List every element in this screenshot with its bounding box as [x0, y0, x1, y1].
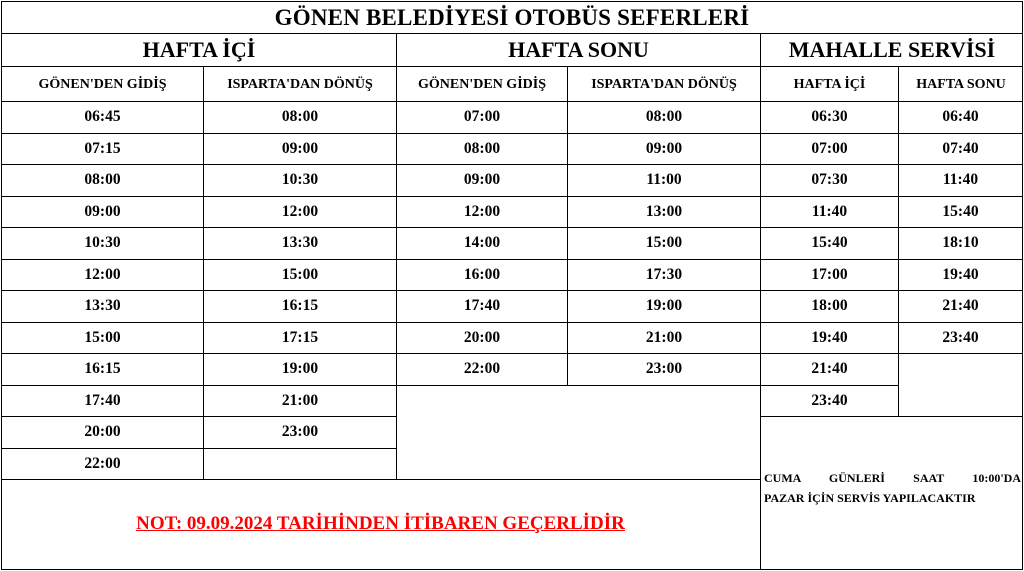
time-cell-weekend-departure: 09:00 [463, 171, 501, 188]
time-cell-weekend-return: 09:00 [645, 140, 683, 157]
divider [760, 34, 761, 101]
divider [1022, 101, 1023, 353]
time-cell-neighborhood-weekend: 06:40 [942, 108, 979, 125]
time-cell-weekend-departure: 17:40 [463, 297, 501, 314]
time-cell-neighborhood-weekday: 21:40 [811, 360, 848, 377]
neighborhood-note-line1: CUMA GÜNLERİ SAAT 10:00'DA [764, 471, 1021, 485]
section-title-weekday: HAFTA İÇİ [142, 37, 256, 62]
time-cell-weekday-return: 08:00 [281, 108, 319, 125]
neighborhood-note-line2: PAZAR İÇİN SERVİS YAPILACAKTIR [764, 491, 976, 505]
divider [898, 353, 1023, 354]
time-cell-weekend-departure: 07:00 [463, 108, 501, 125]
time-cell-weekend-return: 17:30 [645, 266, 683, 283]
time-cell-weekday-return: 21:00 [281, 392, 319, 409]
divider [760, 101, 761, 570]
time-cell-weekend-return: 13:00 [645, 203, 683, 220]
time-cell-neighborhood-weekday: 07:00 [811, 140, 848, 157]
time-cell-neighborhood-weekend: 23:40 [942, 329, 979, 346]
time-cell-neighborhood-weekend: 15:40 [942, 203, 979, 220]
time-cell-weekend-departure: 12:00 [463, 203, 501, 220]
time-cell-weekend-departure: 08:00 [463, 140, 501, 157]
divider [203, 67, 204, 101]
divider [760, 416, 1023, 417]
time-cell-weekday-departure: 17:40 [84, 392, 121, 409]
time-cell-weekend-departure: 20:00 [463, 329, 501, 346]
time-cell-weekday-departure: 10:30 [84, 234, 121, 251]
time-cell-weekday-departure: 20:00 [84, 423, 121, 440]
time-cell-weekday-return: 10:30 [281, 171, 319, 188]
time-cell-weekday-departure: 15:00 [84, 329, 121, 346]
time-cell-neighborhood-weekday: 06:30 [811, 108, 848, 125]
neighborhood-note [762, 468, 1024, 516]
divider [396, 385, 568, 386]
divider [567, 101, 568, 385]
column-header-weekend-departure: GÖNEN'DEN GİDİŞ [418, 76, 546, 92]
divider [203, 101, 204, 448]
time-cell-weekday-departure: 06:45 [84, 108, 121, 125]
time-cell-weekday-departure: 07:15 [84, 140, 121, 157]
time-cell-weekday-departure: 13:30 [84, 297, 121, 314]
time-cell-weekday-departure: 22:00 [84, 455, 121, 472]
time-cell-weekend-return: 11:00 [646, 171, 682, 188]
time-cell-neighborhood-weekend: 07:40 [942, 140, 979, 157]
section-title-neighborhood: MAHALLE SERVİSİ [788, 37, 996, 62]
time-cell-weekday-return: 09:00 [281, 140, 319, 157]
time-cell-neighborhood-weekend: 19:40 [942, 266, 979, 283]
time-cell-neighborhood-weekday: 18:00 [811, 297, 848, 314]
time-cell-weekday-departure: 09:00 [84, 203, 121, 220]
page-title: GÖNEN BELEDİYESİ OTOBÜS SEFERLERİ [274, 5, 750, 30]
time-cell-weekend-return: 21:00 [645, 329, 683, 346]
section-title-weekend: HAFTA SONU [508, 37, 649, 62]
column-header-weekday-return: ISPARTA'DAN DÖNÜŞ [227, 76, 373, 92]
time-cell-neighborhood-weekend: 21:40 [942, 297, 979, 314]
time-cell-weekday-return: 16:15 [281, 297, 319, 314]
time-cell-weekend-return: 15:00 [645, 234, 683, 251]
time-cell-neighborhood-weekday: 11:40 [811, 203, 848, 220]
time-cell-weekend-return: 23:00 [645, 360, 683, 377]
time-cell-weekend-return: 08:00 [645, 108, 683, 125]
column-header-neighborhood-weekday: HAFTA İÇİ [793, 76, 866, 92]
divider [396, 101, 397, 480]
divider [1, 101, 2, 479]
time-cell-neighborhood-weekday: 23:40 [811, 392, 848, 409]
time-cell-neighborhood-weekday: 17:00 [811, 266, 848, 283]
divider [898, 101, 899, 353]
time-cell-weekday-return: 15:00 [281, 266, 319, 283]
time-cell-weekend-return: 19:00 [645, 297, 683, 314]
time-cell-weekday-return: 12:00 [281, 203, 319, 220]
time-cell-neighborhood-weekend: 11:40 [942, 171, 979, 188]
divider [396, 34, 397, 101]
time-cell-weekday-departure: 08:00 [84, 171, 121, 188]
time-cell-neighborhood-weekday: 15:40 [811, 234, 848, 251]
time-cell-weekday-departure: 12:00 [84, 266, 121, 283]
validity-note: NOT: 09.09.2024 TARİHİNDEN İTİBAREN GEÇERLİDİR [136, 513, 625, 534]
time-cell-neighborhood-weekday: 19:40 [811, 329, 848, 346]
time-cell-weekday-return: 23:00 [281, 423, 319, 440]
time-cell-weekend-departure: 22:00 [463, 360, 501, 377]
time-cell-neighborhood-weekend: 18:10 [942, 234, 979, 251]
time-cell-neighborhood-weekday: 07:30 [811, 171, 848, 188]
column-header-weekend-return: ISPARTA'DAN DÖNÜŞ [591, 76, 737, 92]
divider [567, 385, 761, 386]
validity-note-container [2, 480, 759, 568]
time-cell-weekend-departure: 14:00 [463, 234, 501, 251]
divider [898, 67, 899, 101]
time-cell-weekend-departure: 16:00 [463, 266, 501, 283]
divider [567, 67, 568, 101]
column-header-weekday-departure: GÖNEN'DEN GİDİŞ [38, 76, 167, 92]
divider [203, 448, 397, 449]
column-header-neighborhood-weekend: HAFTA SONU [916, 76, 1006, 92]
time-cell-weekday-return: 19:00 [281, 360, 319, 377]
time-cell-weekday-return: 13:30 [281, 234, 319, 251]
time-cell-weekday-return: 17:15 [281, 329, 319, 346]
time-cell-weekday-departure: 16:15 [84, 360, 121, 377]
